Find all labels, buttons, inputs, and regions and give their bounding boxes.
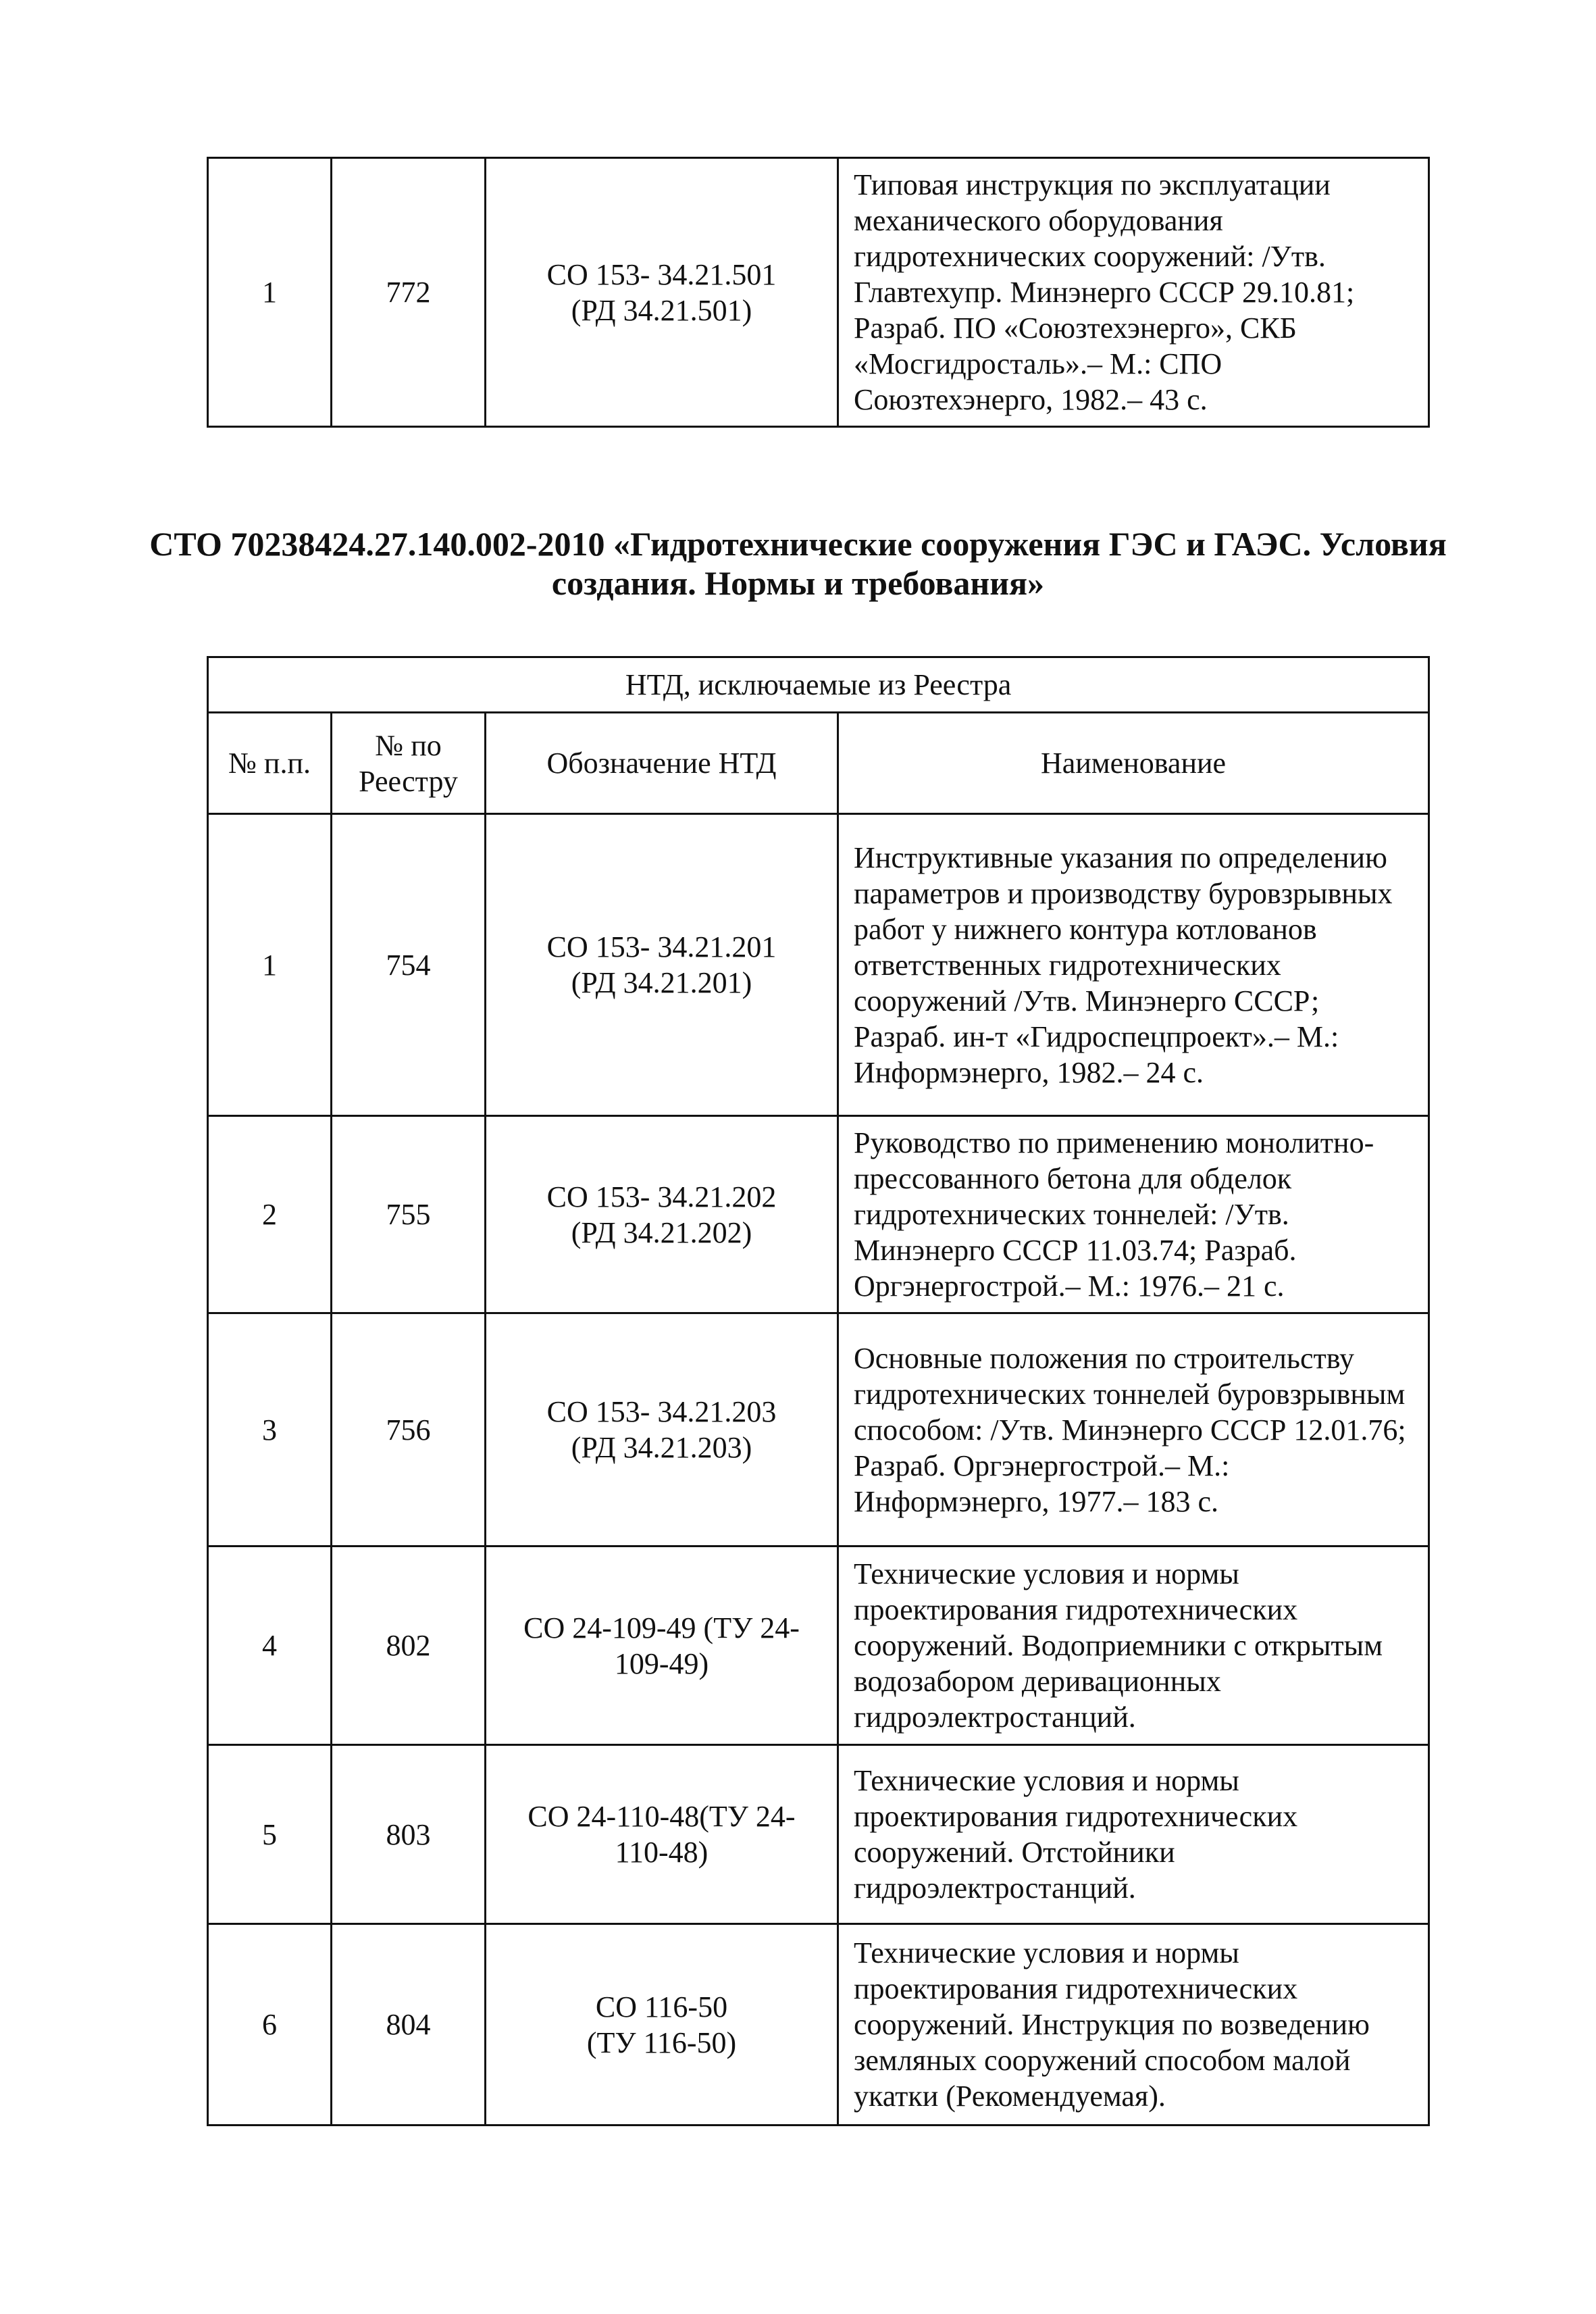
- ntd-name: Технические условия и нормы проектирования гидротехнических сооружений. Отстойники гидроэлектростанций.: [838, 1745, 1429, 1924]
- table-row: [208, 1546, 1429, 1745]
- ntd-code: СО 153- 34.21.201 (РД 34.21.201): [486, 814, 838, 1116]
- registry-number: 754: [332, 814, 486, 1116]
- ntd-name: Типовая инструкция по эксплуатации механического оборудования гидротехнических сооружений: /Утв. Главтехупр. Минэнерго СССР 29.10.81; Разраб. ПО «Союзтехэнерго», СКБ «Мосгидросталь».– М.: СПО Союзтехэнерго, 1982.– 43 с.: [838, 158, 1429, 427]
- row-number: 6: [208, 1924, 332, 2126]
- header-row: [208, 713, 1429, 814]
- registry-number: 755: [332, 1116, 486, 1313]
- registry-number: 756: [332, 1313, 486, 1546]
- ntd-name: Основные положения по строительству гидротехнических тоннелей буровзрывным способом: /Утв. Минэнерго СССР 12.01.76; Разраб. Оргэнергострой.– М.: Информэнерго, 1977.– 183 с.: [838, 1313, 1429, 1546]
- registry-number: 772: [332, 158, 486, 427]
- header-registry: № по Реестру: [332, 713, 486, 814]
- section-heading: СТО 70238424.27.140.002-2010 «Гидротехнические сооружения ГЭС и ГАЭС. Условия создания. Нормы и требования»: [149, 525, 1447, 602]
- ntd-name: Руководство по применению монолитно-прессованного бетона для обделок гидротехнических тоннелей: /Утв. Минэнерго СССР 11.03.74; Разраб. Оргэнергострой.– М.: 1976.– 21 с.: [838, 1116, 1429, 1313]
- ntd-code: СО 116-50 (ТУ 116-50): [486, 1924, 838, 2126]
- ntd-code: СО 153- 34.21.202 (РД 34.21.202): [486, 1116, 838, 1313]
- row-number: 4: [208, 1546, 332, 1745]
- ntd-code: СО 153- 34.21.203 (РД 34.21.203): [486, 1313, 838, 1546]
- ntd-code: СО 24-110-48(ТУ 24- 110-48): [486, 1745, 838, 1924]
- header-num: № п.п.: [208, 713, 332, 814]
- header-name: Наименование: [838, 713, 1429, 814]
- header-code: Обозначение НТД: [486, 713, 838, 814]
- ntd-code: СО 153- 34.21.501 (РД 34.21.501): [486, 158, 838, 427]
- excluded-ntd-table: [207, 656, 1430, 2126]
- table-row: [208, 1924, 1429, 2126]
- top-table: [207, 157, 1430, 428]
- row-number: 5: [208, 1745, 332, 1924]
- ntd-name: Технические условия и нормы проектирования гидротехнических сооружений. Водоприемники с открытым водозабором деривационных гидроэлектростанций.: [838, 1546, 1429, 1745]
- table-row: [208, 1116, 1429, 1313]
- table-row: [208, 158, 1429, 427]
- table-row: [208, 1313, 1429, 1546]
- table-row: [208, 814, 1429, 1116]
- registry-number: 802: [332, 1546, 486, 1745]
- table-title-row: [208, 657, 1429, 713]
- registry-number: 804: [332, 1924, 486, 2126]
- ntd-name: Инструктивные указания по определению параметров и производству буровзрывных работ у нижнего контура котлованов ответственных гидротехнических сооружений /Утв. Минэнерго СССР; Разраб. ин-т «Гидроспецпроект».– М.: Информэнерго, 1982.– 24 с.: [838, 814, 1429, 1116]
- row-number: 2: [208, 1116, 332, 1313]
- registry-number: 803: [332, 1745, 486, 1924]
- ntd-code: СО 24-109-49 (ТУ 24- 109-49): [486, 1546, 838, 1745]
- row-number: 3: [208, 1313, 332, 1546]
- table-title: НТД, исключаемые из Реестра: [208, 657, 1429, 713]
- ntd-name: Технические условия и нормы проектирования гидротехнических сооружений. Инструкция по возведению земляных сооружений способом малой укатки (Рекомендуемая).: [838, 1924, 1429, 2126]
- row-number: 1: [208, 158, 332, 427]
- table-row: [208, 1745, 1429, 1924]
- row-number: 1: [208, 814, 332, 1116]
